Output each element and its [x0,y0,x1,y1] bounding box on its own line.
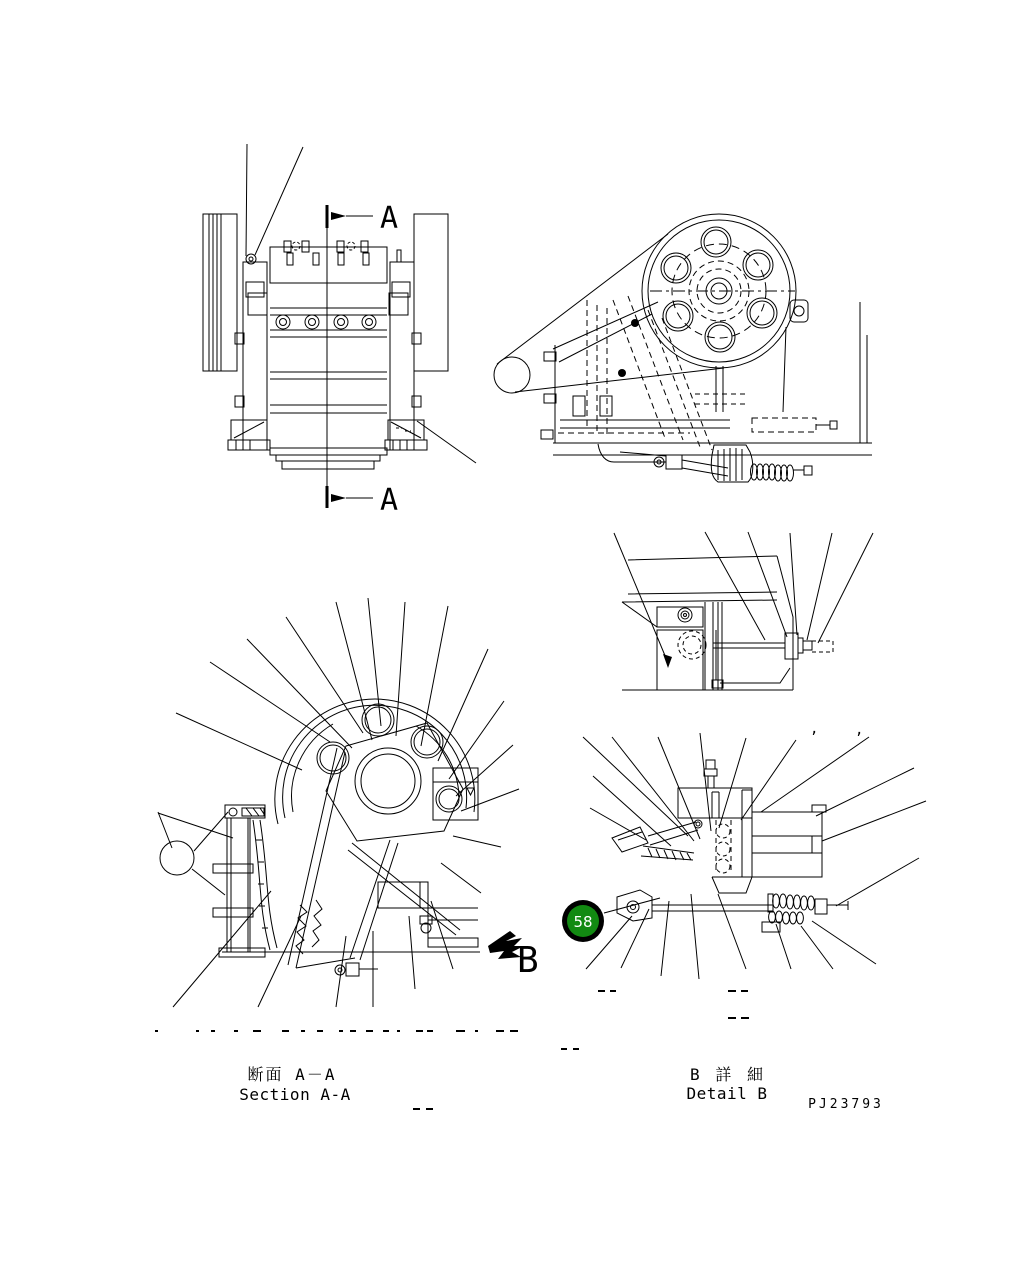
part-number-badge[interactable] [562,900,604,942]
stray-mark: , [855,722,864,738]
side-elevation-view [203,144,476,508]
leader-arrow-icon [663,654,672,668]
section-arrow-icon [331,212,346,220]
erased-callout-marks [155,721,863,1109]
section-line-marker-top [331,201,398,236]
section-arrow-icon [331,494,346,502]
drawing-number: PJ23793 [808,1097,884,1112]
detail-pointer-label: B [517,940,539,981]
section-caption-jp: 断面 A－A [247,1065,337,1084]
section-caption-en: Section A-A [239,1085,351,1104]
detail-pointer [488,931,539,981]
badge-number: 58 [573,913,593,931]
detail-b-view [583,733,926,979]
stray-mark: , [810,721,819,737]
section-marker-label-bottom: A [380,483,399,518]
section-marker-label-top: A [380,201,399,236]
view-captions [239,1065,884,1112]
upper-detail-view [614,532,873,690]
section-aa-view [158,598,519,1007]
section-line-marker-bottom [331,483,398,518]
detail-caption-jp: B 詳 細 [690,1065,766,1084]
front-elevation-view [494,214,872,482]
detail-caption-en: Detail B [686,1084,768,1103]
